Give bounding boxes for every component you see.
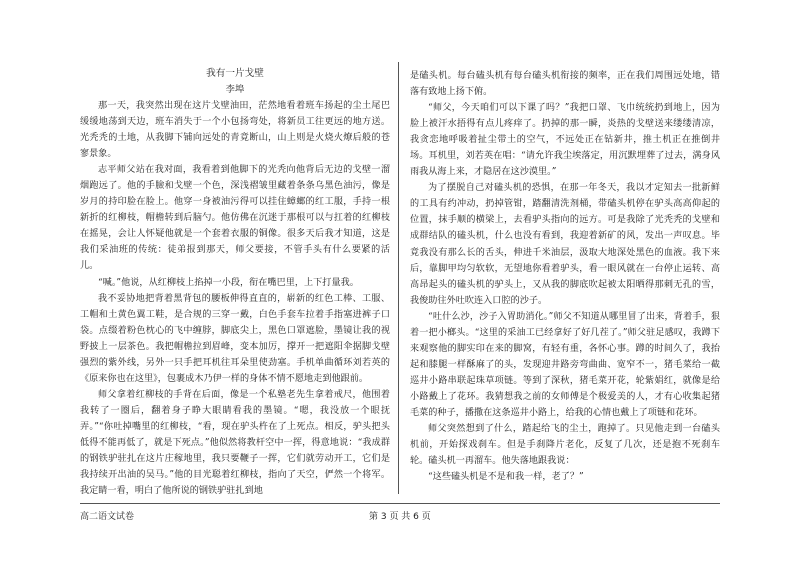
exam-label: 高二语文试卷	[80, 512, 135, 522]
left-column	[80, 66, 390, 499]
page-number: 第 3 页 共 6 页	[369, 512, 431, 522]
paragraph: “喊。”他说，从红柳枝上掐掉一小段，衔在嘴巴里，上下打量我。	[98, 277, 359, 288]
paragraph: “师父，今天咱们可以下课了吗？”我把口罩、飞巾统统扔到地上，因为脸上被汗水捂得有点儿疼痒了。扔掉的那一瞬，炎热的戈壁送来缕缕清凉，我贪恋地呼吸着扯尘带土的空气，不远处正在钻新井，推土机正在推倒井场。耳机里，刘若英在唱：“请允许我尘埃落定，用沉默埋葬了过去，满身风雨我从海上来，才隐居在这沙漠里。”	[410, 103, 720, 178]
article-author: 李埠	[225, 84, 245, 95]
paragraph: “吐什么沙，沙子入胃助消化。”师父不知道从哪里冒了出来，背着手，狠着一把小榔头。“这里的采油工已经拿好了好几茬了。”师父驻足感叹，我蹲下来观察他的脚实印在来的脚窝，有轻有重，各怀心事。蹲的时间久了，我抬起和膝腿一样酥麻了的头，发现迎井路旁弯曲曲、宽窄不一，猪毛菜给一截巡井小路串联起珠草项链。等到了深秋，猪毛菜开花，轮紫娟红，就像是给小路戴上了花环。我猜想我之前的女师傅是个极爱美的人，才有心收集起猪毛菜的种子，播撒在这条巡井小路上，给我的心情也戴上了项链和花环。	[410, 311, 720, 418]
right-column	[410, 68, 720, 485]
paragraph: “这些磕头机是不是和我一样，老了？”	[428, 472, 584, 483]
paragraph: 师父突然想到了什么，踏起给飞的尘土，跑掉了。只见他走到一台磕头机前，开始探戏刹车。但是手刹降片老化，反复了几次，还是抱不死刹车轮。磕头机一再溜车。他失落地跟我说：	[410, 424, 720, 467]
article-title: 我有一片戈壁	[206, 68, 264, 79]
column-divider	[398, 62, 399, 494]
paragraph: 志平师父站在我对面，我看着到他脚下的光秃向他背后无边的戈壁一溜烟跑远了。他的手臉和戈壁一个色，深浅褶皱里藏着条条乌黑色油污，像是岁月的持印脸在脸上。他穿一身被油污得可以挂住蟑螂的红工服，手持一根新折的红柳枝，帽檐转到后脑勺。他仿佛在沉迷于那根可以与扛着的红柳枝在摇晃，会让人怀疑他就是一个套着衣服的铜像。很多天后我才知道，这是我们采油班的传统：徒弟报到那天，师父要接，不管手头有什么要紧的活儿。	[80, 165, 390, 272]
paragraph: 师父拿着红柳枝的手背在后面，像是一个私塾老先生拿着戒尺，他围着我转了一圈后，翻着身子睁大眼睛看我的墨镜。“嗯，我没放一个眼抚弄。”“你吐掉嘴里的红柳枝，“看，现在驴头杵在了上死点。相反，驴头把头低得不能再低了，就是下死点。”他似然将教杆空中一挥，得意地说：“我成群的钢铁驴驻扎在这片庄稼地里，我只要鞭子一挥，它们就劳动开工，它们是我持续开出油的吴马。”他的目光聪着红柳枝，指向了天空，俨然一个将军。我定睛一看，明白了他所说的钢铁驴驻扎到地	[80, 389, 390, 497]
paragraph: 那一天，我突然出现在这片戈壁油田，茫然地看着班车扬起的尘土尾巴缓缓地荡到天边，班车消失于一个小包扬弯处，将新员工往更远的地方送。光秃秃的土地，从我脚下铺向远处的青竟断山，山上则是火烧火燎后般的苍寥景象。	[80, 101, 390, 160]
paragraph: 为了摆脱自己对磕头机的恐惧，在那一年冬天，我以才定知去一批新鲜的工具有约冲动，扔掉管钳，踏翻清洗剂桶，带磕头机停在驴头高高仰起的位置，抹手顺的横梁上，去看驴头指向的远方。可是我除了光秃秃的戈壁和成群结队的磕头机，什么也没有看到，我迎着新矿的风，发出一声叹息。毕竟我没有那么长的舌头，伸进千米油层，汲取大地深处黑色的血液。我下来后，靠脚甲均匀软软，无望地你看着驴头，看一眼风就在一台停止运转、高高昂起头的磕头机的驴头上，又从我的脚底吹起被太阳晒得那刺无孔的雪，我俊助往外吐吹连入口腔的沙子。	[410, 183, 720, 306]
paragraph: 是磕头机。每台磕头机有每台磕头机衔接的频率，正在我们周围远处地，错落有致地上扬下俯。	[410, 71, 720, 98]
footer-rule	[80, 503, 720, 504]
paragraph: 我不妥协地把背着黑背包的腰板伸得直直的，崭新的红色工棒、工服、工帽和土黄色翼工鞋，是合规的三穿一戴，白色手套车拉着手指塞进裤子口袋。点缀着粉色枕心的飞中缠脖，脚底尖上，黑色口罩遮脸，墨镜让我的视野披上一层茶色。我把帽檐拉到眉峰，变本加厉，撑开一把遮阳伞据脚戈壁强烈的紫外线，另外一只手把耳机往耳朵里使劲塞。手机单曲循环刘若英的《原来你也在这里》，包裹成木乃伊一样的身体不情不愿地走到他跟前。	[80, 293, 390, 384]
